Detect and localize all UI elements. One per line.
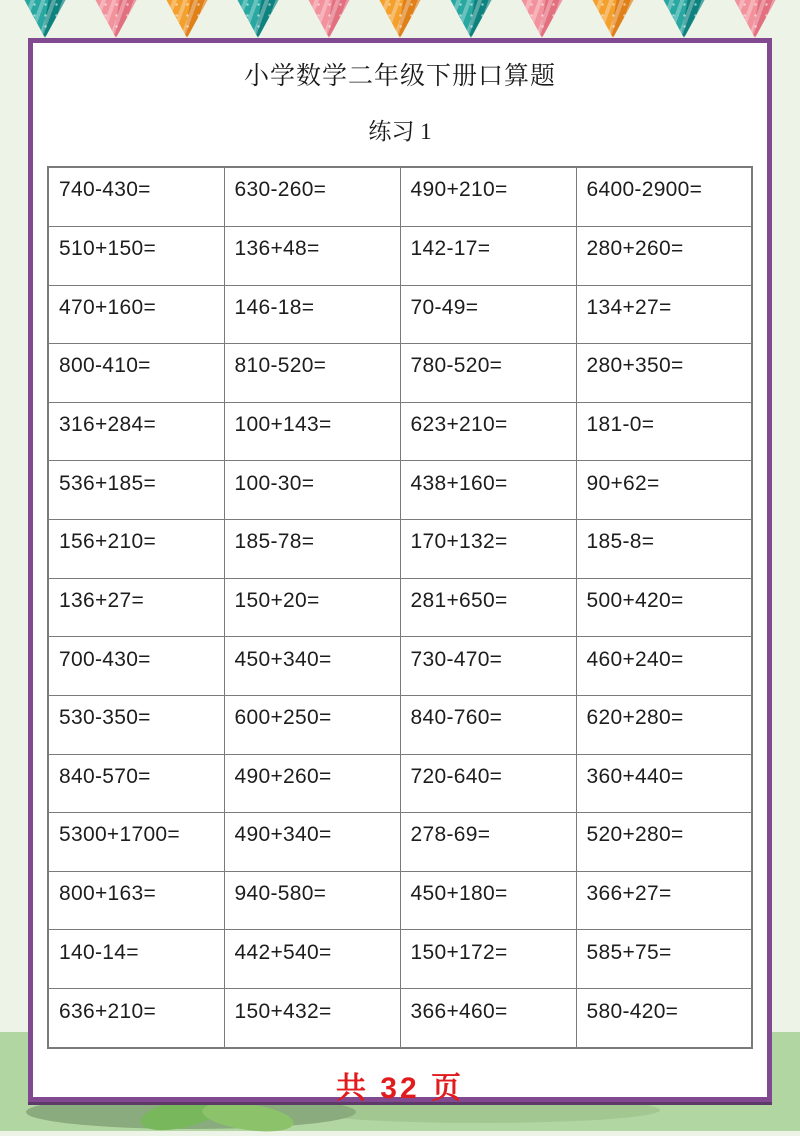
problem-cell: 520+280= xyxy=(576,813,752,872)
problem-cell: 580-420= xyxy=(576,989,752,1048)
problem-cell: 600+250= xyxy=(224,695,400,754)
table-row xyxy=(48,285,752,344)
problem-cell: 730-470= xyxy=(400,637,576,696)
table-row xyxy=(48,754,752,813)
pennant-flag-pink xyxy=(89,0,143,38)
problem-cell: 438+160= xyxy=(400,461,576,520)
problem-cell: 278-69= xyxy=(400,813,576,872)
problem-cell: 134+27= xyxy=(576,285,752,344)
problem-cell: 700-430= xyxy=(48,637,224,696)
problem-cell: 150+20= xyxy=(224,578,400,637)
problem-cell: 170+132= xyxy=(400,520,576,579)
problem-cell: 316+284= xyxy=(48,402,224,461)
pennant-flag-orange xyxy=(586,0,640,38)
problem-cell: 536+185= xyxy=(48,461,224,520)
problem-cell: 6400-2900= xyxy=(576,167,752,226)
pennant-flag-pink xyxy=(728,0,782,38)
problem-cell: 281+650= xyxy=(400,578,576,637)
problem-cell: 150+172= xyxy=(400,930,576,989)
problem-cell: 70-49= xyxy=(400,285,576,344)
table-row xyxy=(48,637,752,696)
problem-cell: 136+48= xyxy=(224,226,400,285)
table-row xyxy=(48,167,752,226)
problem-cell: 720-640= xyxy=(400,754,576,813)
pennant-flag-orange xyxy=(373,0,427,38)
problem-cell: 140-14= xyxy=(48,930,224,989)
problem-cell: 5300+1700= xyxy=(48,813,224,872)
problem-cell: 156+210= xyxy=(48,520,224,579)
pennant-flag-pink xyxy=(515,0,569,38)
table-row xyxy=(48,402,752,461)
problem-cell: 100-30= xyxy=(224,461,400,520)
problem-cell: 280+350= xyxy=(576,344,752,403)
problem-cell: 185-8= xyxy=(576,520,752,579)
problem-cell: 366+27= xyxy=(576,871,752,930)
problem-cell: 510+150= xyxy=(48,226,224,285)
problem-cell: 636+210= xyxy=(48,989,224,1048)
problem-cell: 142-17= xyxy=(400,226,576,285)
table-row xyxy=(48,695,752,754)
problem-cell: 840-570= xyxy=(48,754,224,813)
problem-cell: 530-350= xyxy=(48,695,224,754)
problem-cell: 280+260= xyxy=(576,226,752,285)
problem-cell: 490+260= xyxy=(224,754,400,813)
problem-cell: 146-18= xyxy=(224,285,400,344)
table-row xyxy=(48,989,752,1048)
problem-cell: 940-580= xyxy=(224,871,400,930)
pennant-flag-pink xyxy=(302,0,356,38)
problem-cell: 136+27= xyxy=(48,578,224,637)
table-row xyxy=(48,520,752,579)
problem-cell: 800-410= xyxy=(48,344,224,403)
problem-cell: 630-260= xyxy=(224,167,400,226)
problem-cell: 360+440= xyxy=(576,754,752,813)
pennant-flag-teal xyxy=(18,0,72,38)
problem-cell: 442+540= xyxy=(224,930,400,989)
problem-cell: 450+180= xyxy=(400,871,576,930)
table-row xyxy=(48,578,752,637)
table-row xyxy=(48,930,752,989)
problem-cell: 623+210= xyxy=(400,402,576,461)
page-title: 小学数学二年级下册口算题 xyxy=(243,63,556,90)
problem-cell: 100+143= xyxy=(224,402,400,461)
problem-cell: 150+432= xyxy=(224,989,400,1048)
problem-cell: 490+210= xyxy=(400,167,576,226)
table-row xyxy=(48,461,752,520)
problem-cell: 450+340= xyxy=(224,637,400,696)
worksheet-page xyxy=(28,38,772,1105)
table-row xyxy=(48,813,752,872)
table-row xyxy=(48,344,752,403)
pennant-flag-teal xyxy=(444,0,498,38)
table-row xyxy=(48,871,752,930)
pennant-flag-teal xyxy=(657,0,711,38)
exercise-title: 练习 1 xyxy=(368,119,432,144)
problem-cell: 740-430= xyxy=(48,167,224,226)
problem-cell: 810-520= xyxy=(224,344,400,403)
problem-cell: 780-520= xyxy=(400,344,576,403)
problem-cell: 181-0= xyxy=(576,402,752,461)
problem-cell: 800+163= xyxy=(48,871,224,930)
table-row xyxy=(48,226,752,285)
problem-cell: 470+160= xyxy=(48,285,224,344)
problem-cell: 620+280= xyxy=(576,695,752,754)
problem-cell: 490+340= xyxy=(224,813,400,872)
problem-cell: 460+240= xyxy=(576,637,752,696)
pennant-flag-teal xyxy=(231,0,285,38)
problem-cell: 585+75= xyxy=(576,930,752,989)
problem-cell: 185-78= xyxy=(224,520,400,579)
page-count: 共 32 页 xyxy=(335,1072,465,1105)
problem-cell: 840-760= xyxy=(400,695,576,754)
problem-cell: 366+460= xyxy=(400,989,576,1048)
problems-table xyxy=(47,166,753,1049)
pennant-flag-orange xyxy=(160,0,214,38)
problem-cell: 500+420= xyxy=(576,578,752,637)
problem-cell: 90+62= xyxy=(576,461,752,520)
